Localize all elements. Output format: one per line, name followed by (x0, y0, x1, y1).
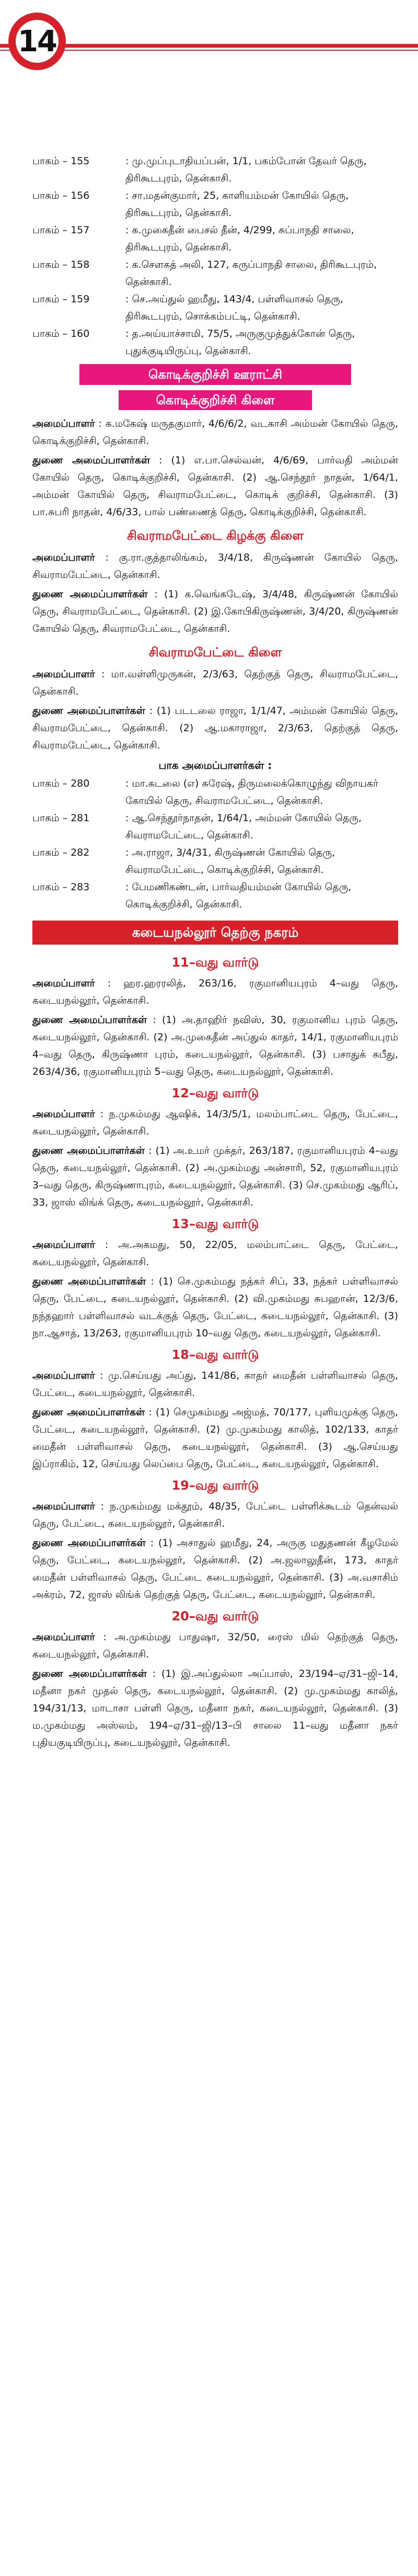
booth-value: : அ.ராஜா, 3/4/31, கிருஷ்ணன் கோயில் தெரு, சிவராமபேட்டை, கொடிக்குறிச்சி, தென்காசி. (125, 847, 335, 876)
secretary-value: : கு.ரா.குத்தாலிங்கம், 3/4/18, கிருஷ்ணன் கோயில் தெரு, சிவராமபேட்டை, தென்காசி. (32, 552, 399, 581)
ward-section (32, 1344, 398, 1473)
booth-label: பாகம் – 160 (32, 328, 90, 339)
secretary-label: அமைப்பாளர் (32, 1631, 95, 1643)
union-branch-banner: கொடிக்குறிச்சி கிளை (119, 390, 312, 410)
article-body (32, 153, 398, 1754)
secretary-label: அமைப்பாளர் (32, 552, 95, 563)
town-banner: கடையநல்லூர் தெற்கு நகரம் (32, 921, 398, 945)
secretary-value: : ஹர.ஹரரலித், 263/16, ரகுமானியபுரம் 4–வது தெரு, கடையநல்லூர், தென்காசி. (32, 978, 398, 1006)
union-deputies (32, 452, 398, 521)
branch-east-heading: சிவராமபேட்டை கிழக்கு கிளை (126, 528, 304, 543)
booth-label: பாகம் – 283 (32, 881, 90, 893)
booth-value: : மு.முப்புடாதியப்பன், 1/1, பகம்போன் தேவர் தெரு, திரிகூடபுரம், தென்காசி. (125, 155, 367, 184)
branch-main-deputies (32, 702, 398, 754)
booth-row (32, 810, 398, 844)
secretary-value: : க.மகேஷ் மருதகுமார், 4/6/6/2, வடகாசி அம்மன் கோயில் தெரு, கொடிக்குறிச்சி, தென்காசி. (32, 418, 398, 447)
deputy-value: : (1) க.வெங்கடேஷ், 3/4/48, கிருஷ்ணன் கோயில் தெரு, சிவராமபேட்டை, தென்காசி. (2) இ.கோபிகிருஷ்ணன், 3/4/20, கிருஷ்ணன் கோயில் தெரு, சிவராமபேட்டை, தென்காசி. (32, 588, 398, 634)
secretary-value: : அ.முகம்மது பாதுஷா, 32/50, ரைஸ் மில் தெற்குத் தெரு, கடையநல்லூர், தென்காசி. (32, 1631, 398, 1660)
secretary-label: அமைப்பாளர் (32, 978, 95, 989)
booth-row (32, 879, 398, 913)
secretary-label: அமைப்பாளர் (32, 1108, 95, 1120)
ward-heading: 19–வது வார்டு (171, 1478, 259, 1493)
booth-value: : க.முகைதீன் பைசல் தீன், 4/299, சுப்பாநதி சாலை, திரிகூடபுரம், தென்காசி. (125, 224, 354, 253)
ward-section (32, 1475, 398, 1604)
deputy-label: துணை அமைப்பாளர்கள் (32, 1668, 147, 1679)
ward-heading: 20–வது வார்டு (171, 1609, 259, 1624)
ward-heading: 11–வது வார்டு (171, 955, 259, 970)
ward-deputies (32, 1012, 398, 1081)
booth-list (32, 153, 398, 360)
deputy-label: துணை அமைப்பாளர்கள் (32, 588, 148, 600)
ward-deputies (32, 1273, 398, 1342)
booth-row (32, 187, 398, 222)
booth-label: பாகம் – 157 (32, 224, 90, 236)
ward-deputies (32, 1665, 398, 1752)
deputy-label: துணை அமைப்பாளர்கள் (32, 1276, 146, 1287)
deputy-value: : (1) அ.உமர் முக்தர், 263/187, ரகுமானியபுரம் 4–வது தெரு, கடையநல்லூர், தென்காசி. (2) அ.முகம்மது அன்சாரி, 52, ரகுமானியபுரம் 3–வது தெரு, கிருஷ்ணாபுரம், கடையநல்லூர், தென்காசி. (3) செ.முகம்மது ஆரிப், 33, ஜாஸ் லிங்க் தெரு, கடையநல்லூர், தென்காசி. (32, 1145, 398, 1208)
ward-heading: 13–வது வார்டு (171, 1217, 259, 1231)
booth-label: பாகம் – 159 (32, 293, 90, 305)
branch-east-secretary (32, 549, 398, 584)
booth-value: : க.சௌகத் அலி, 127, கருப்பாநதி சாலை, திரிகூடபுரம், தென்காசி. (125, 259, 377, 288)
secretary-value: : மா.வள்ளிமுருகன், 2/3/63, தெற்குத் தெரு, சிவராமபேட்டை, தென்காசி. (32, 668, 398, 697)
deputy-value: : (1) செ.முகம்மது நத்கர் சிப், 33, நத்கர் பள்ளிவாசல் தெரு, பேட்டை, கடையநல்லூர், தென்காசி. (2) வி.முகம்மது சுபஹான், 12/3/6, நந்தஹார் பள்ளிவாசல் வடக்குத் தெரு, பேட்டை, கடையநல்லூர், தென்காசி. (3) நா.ஆசாத், 13/263, ரகுமானியபுரம் 10–வது தெரு, கடையநல்லூர், தென்காசி. (32, 1276, 398, 1339)
secretary-label: அமைப்பாளர் (32, 1239, 95, 1251)
secretary-value: : அ.அகமது, 50, 22/05, மலம்பாட்டை தெரு, பேட்டை, கடையநல்லூர், தென்காசி. (32, 1239, 398, 1268)
booth-label: பாகம் – 281 (32, 812, 90, 824)
secretary-label: அமைப்பாளர் (32, 1370, 95, 1381)
ward-section (32, 1606, 398, 1752)
secretary-label: அமைப்பாளர் (32, 1501, 95, 1512)
ward-secretary (32, 1106, 398, 1140)
booth-organisers-heading: பாக அமைப்பாளர்கள் : (158, 759, 272, 771)
deputy-label: துணை அமைப்பாளர்கள் (32, 1537, 146, 1549)
deputy-label: துணை அமைப்பாளர்கள் (32, 1145, 145, 1156)
secretary-value: : மு.செய்யது அப்து, 141/86, காதர் மைதீன் பள்ளிவாசல் தெரு, பேட்டை, கடையநல்லூர், தென்காசி. (32, 1370, 398, 1399)
booth-row (32, 844, 398, 879)
union-banner: கொடிக்குறிச்சி ஊராட்சி (79, 364, 351, 385)
deputy-value: : (1) இ.அப்துல்லா அப்பாஸ், 23/194–ஏ/31–ஜி–14, மதீனா நகர் முதல் தெரு, கடையநல்லூர், தென்காசி. (2) மு.முகம்மது காலித், 194/31/13, மாடாசா பள்ளி தெரு, மதீனா நகர், கடையநல்லூர், தென்காசி. (3) ம.முகம்மது அஸ்லம், 194–ஏ/31–ஜி/13–பி சாலை 11–வது மதீனா நகர் புதியகுடியிருப்பு, கடையநல்லூர், தென்காசி. (32, 1668, 398, 1749)
ward-secretary (32, 1629, 398, 1663)
booth-row (32, 222, 398, 256)
booth-label: பாகம் – 156 (32, 190, 90, 201)
booth-label: பாகம் – 158 (32, 259, 90, 270)
branch-east-deputies (32, 586, 398, 638)
ward-section (32, 1213, 398, 1342)
deputy-label: துணை அமைப்பாளர்கள் (32, 1014, 147, 1026)
booth-label: பாகம் – 155 (32, 155, 90, 167)
ward-section (32, 1083, 398, 1211)
booth-label: பாகம் – 282 (32, 847, 90, 858)
booth-value: : செ.அய்துல் ஹமீது, 143/4, பள்ளிவாசல் தெரு, திரிகூடபுரம், சொக்கம்பட்டி, தென்காசி. (125, 293, 344, 322)
booth-value: : த.அய்யாச்சாமி, 75/5, அருகுமுத்துக்கோன் தெரு, புதுக்குடியிருப்பு, தென்காசி. (125, 328, 355, 357)
booth-label: பாகம் – 280 (32, 778, 90, 789)
booth-row (32, 153, 398, 187)
booth-value: : மா.கடலை (எ) சுரேஷ், திருமலைக்கொழுந்து விநாயகர் கோயில் தெரு, சிவராமபேட்டை, தென்காசி. (125, 778, 378, 807)
secretary-value: : ந.முகம்மது ஆஷிக், 14/3/5/1, மலம்பாட்டை தெரு, பேட்டை, கடையநல்லூர், தென்காசி. (32, 1108, 398, 1137)
booth-value: : பேமணிகண்டன், பார்வதியம்மன் கோயில் தெரு, கொடிக்குறிச்சி, தென்காசி. (125, 881, 352, 910)
deputy-value: : (1) படடலை ராஜா, 1/1/47, அம்மன் கோயில் தெரு, சிவராமபேட்டை, தென்காசி. (2) ஆ.மகாராஜா, 2/3/63, தெற்குத் தெரு, சிவராமபேட்டை, தென்காசி. (32, 705, 398, 751)
ward-section (32, 952, 398, 1081)
page-header (0, 0, 418, 78)
ward-deputies (32, 1404, 398, 1473)
ward-heading: 12–வது வார்டு (171, 1086, 259, 1100)
page-number-badge (8, 13, 66, 70)
booth-list (32, 775, 398, 913)
deputy-value: : (1) அசாதுல் ஹமீது, 24, அருகு மதுதணன் கீழமேல் தெரு, பேட்டை, கடையநல்லூர், தென்காசி. (2) அ.ஜலாலுதீன், 173, காதர் மைதீன் பள்ளிவாசல் தெரு, பேட்டை கடையநல்லூர், தென்காசி. (3) அ.வசாசிம் அக்ரம், 72, ஜாஸ் லிங்க் தெற்குத் தெரு, பேட்டை, கடையநல்லூர், தென்காசி. (32, 1537, 398, 1601)
deputy-label: துணை அமைப்பாளர்கள் (32, 705, 145, 717)
ward-secretary (32, 975, 398, 1009)
ward-heading: 18–வது வார்டு (171, 1347, 259, 1362)
page-number: 14 (18, 24, 56, 59)
deputy-label: துணை அமைப்பாளர்கள் (32, 455, 150, 466)
ward-secretary (32, 1367, 398, 1402)
secretary-value: : ந.முகம்மது மக்தூம், 48/35, பேட்டை பள்ளிக்கூடம் தென்வல் தெரு, பேட்டை, கடையநல்லூர், தென்காசி. (32, 1501, 399, 1529)
booth-value: : சா.மதன்குமார், 25, காளியம்மன் கோயில் தெரு, திரிகூடபுரம், தென்காசி. (125, 190, 349, 219)
booth-row (32, 291, 398, 325)
booth-row (32, 256, 398, 291)
booth-row (32, 325, 398, 360)
ward-deputies (32, 1535, 398, 1604)
booth-row (32, 775, 398, 810)
secretary-label: அமைப்பாளர் (32, 668, 95, 680)
deputy-value: : (1) செமுகம்மது அஜ்மத், 70/177, புளியமுக்கு தெரு, பேட்டை, கடையநல்லூர், தென்காசி. (2) மு.முகம்மது காலித், 102/133, காதர் மைதீன் பள்ளிவாசல் தெரு, கடையநல்லூர், தென்காசி. (3) ஆ.செய்யது இப்ராகிம், 12, செய்யது லெப்பை தெரு, பேட்டை, கடையநல்லூர், தென்காசி. (32, 1406, 398, 1470)
deputy-value: : (1) எ.பா.செல்வன், 4/6/69, பார்வதி அம்மன் கோயில் தெரு, கொடிக்குறிச்சி, தென்காசி. (2) ஆ.செந்தூர் நாதன், 1/64/1, அம்மன் கோயில் தெரு, சிவராமபேட்டை, கொடிக் குறிச்சி, தென்காசி. (3) பா.சுபரி நாதன், 4/6/33, பால் பண்ணைத் தெரு, கொடிக்குறிச்சி, தென்காசி. (32, 455, 398, 518)
deputy-label: துணை அமைப்பாளர்கள் (32, 1406, 145, 1418)
union-secretary (32, 415, 398, 450)
branch-main-secretary (32, 666, 398, 700)
ward-deputies (32, 1142, 398, 1211)
secretary-label: அமைப்பாளர் (32, 418, 95, 429)
deputy-value: : (1) அ.தாஹிர் நவிஸ், 30, ரகுமானிய புரம் தெரு, கடையநல்லூர், தென்காசி. (2) அ.முகைதீன் அப்துல் காதர், 14/1, ரகுமானியபுரம் 4–வது தெரு, கிருஷ்ணா புரம், கடையநல்லூர், தென்காசி. (3) பசாதுக் கபீது, 263/4/36, ரகுமானியபுரம் 5–வது தெரு, கடையநல்லூர், தென்காசி. (32, 1014, 398, 1077)
ward-secretary (32, 1236, 398, 1271)
branch-main-heading: சிவராமபேட்டை கிளை (148, 645, 282, 660)
ward-secretary (32, 1498, 398, 1533)
booth-value: : ஆ.செந்தூர்நாதன், 1/64/1, அம்மன் கோயில் தெரு, சிவராமபேட்டை, தென்காசி. (125, 812, 362, 841)
